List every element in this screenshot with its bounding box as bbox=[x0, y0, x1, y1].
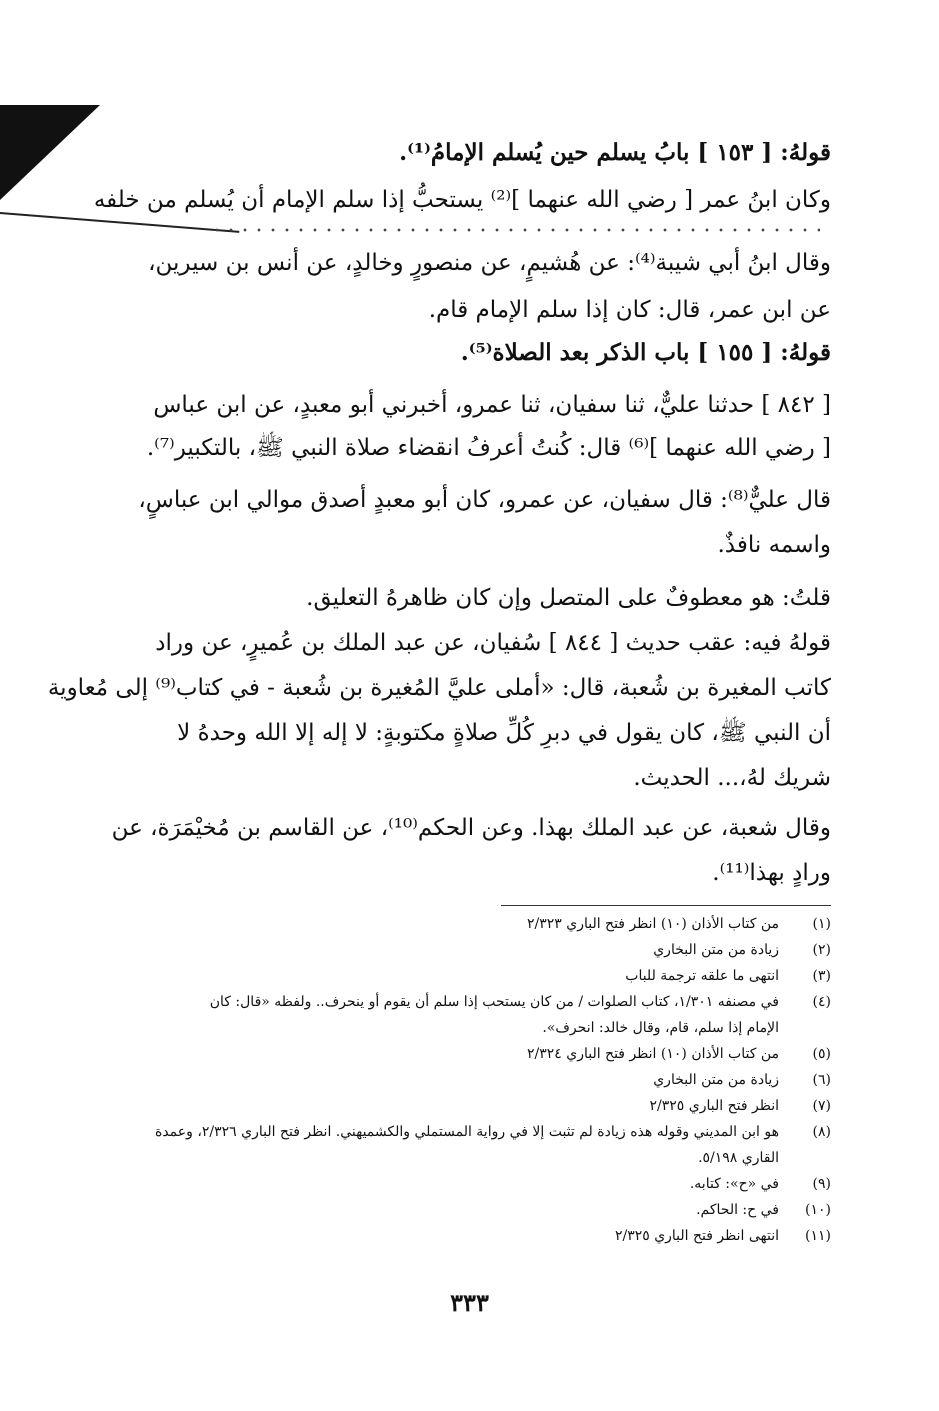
footnote: القاري ٥/١٩٨. bbox=[698, 1150, 779, 1166]
text-line: قولهُ: [ ١٥٣ ] بابُ يسلم حين يُسلم الإمامُ⁽¹⁾. bbox=[399, 139, 831, 166]
text-line: شريك لهُ،... الحديث. bbox=[633, 765, 831, 791]
text-line: عن ابن عمر، قال: كان إذا سلم الإمام قام. bbox=[428, 297, 831, 323]
footnote: الإمام إذا سلم، قام، وقال خالد: انحرف». bbox=[542, 1020, 779, 1036]
text-line: [ ٨٤٢ ] حدثنا عليٌّ، ثنا سفيان، ثنا عمرو، أخبرني أبو معبدٍ، عن ابن عباس bbox=[153, 392, 831, 418]
footnote: (١١)انتهى انظر فتح الباري ٢/٣٢٥ bbox=[614, 1228, 831, 1244]
text-line: ورادٍ بهذا⁽¹¹⁾. bbox=[712, 860, 831, 886]
footnote: (٧)انظر فتح الباري ٢/٣٢٥ bbox=[649, 1098, 831, 1114]
text-line: [ رضي الله عنهما ]⁽⁶⁾ قال: كُنتُ أعرفُ انقضاء صلاة النبي ﷺ، بالتكبير⁽⁷⁾. bbox=[146, 435, 831, 461]
footnote: (٣)انتهى ما علقه ترجمة للباب bbox=[625, 968, 831, 984]
footnote: (١)من كتاب الأذان (١٠) انظر فتح الباري ٢/٣٢٣ bbox=[526, 916, 831, 932]
text-line: قولهُ فيه: عقب حديث [ ٨٤٤ ] سُفيان، عن عبد الملك بن عُميرٍ، عن وراد bbox=[155, 630, 831, 656]
text-line: وقال ابنُ أبي شيبة⁽⁴⁾: عن هُشيمٍ، عن منصورٍ وخالدٍ، عن أنس بن سيرين، bbox=[148, 250, 831, 276]
text-line: وقال شعبة، عن عبد الملك بهذا. وعن الحكم⁽¹⁰⁾، عن القاسم بن مُخيْمَرَة، عن bbox=[111, 815, 831, 841]
footnote: (٨)هو ابن المديني وقوله هذه زيادة لم تثبت إلا في رواية المستملي والكشميهني. انظر فتح الباري ٢/٣٢٦، وعمدة bbox=[155, 1124, 831, 1140]
footnote: (٥)من كتاب الأذان (١٠) انظر فتح الباري ٢/٣٢٤ bbox=[526, 1046, 831, 1062]
text-line: أن النبي ﷺ، كان يقول في دبرِ كُلِّ صلاةٍ مكتوبةٍ: لا إله إلا الله وحدهُ لا bbox=[177, 720, 831, 746]
dotted-separator bbox=[210, 228, 820, 232]
text-line: قولهُ: [ ١٥٥ ] باب الذكر بعد الصلاة⁽⁵⁾. bbox=[460, 339, 831, 366]
text-line: قلتُ: هو معطوفٌ على المتصل وإن كان ظاهرهُ التعليق. bbox=[306, 585, 831, 611]
text-line: كاتب المغيرة بن شُعبة، قال: «أملى عليَّ المُغيرة بن شُعبة - في كتاب⁽⁹⁾ إلى مُعاوية bbox=[47, 675, 831, 701]
text-line: وكان ابنُ عمر [ رضي الله عنهما ]⁽²⁾ يستحبُّ إذا سلم الإمام أن يُسلم من خلفه bbox=[93, 187, 831, 213]
footnote: (٩)في «ح»: كتابه. bbox=[689, 1176, 831, 1192]
text-line: واسمه نافذٌ. bbox=[717, 532, 831, 558]
page-number: ٣٣٣ bbox=[450, 1288, 489, 1317]
footnote: (٤)في مصنفه ١/٣٠١، كتاب الصلوات / من كان يستحب إذا سلم أن يقوم أو ينحرف.. ولفظه «قال: كان bbox=[209, 994, 831, 1010]
footnote: (١٠)في ح: الحاكم. bbox=[696, 1202, 831, 1218]
text-line: قال عليٌّ⁽⁸⁾: قال سفيان، عن عمرو، كان أبو معبدٍ أصدق موالي ابن عباسٍ، bbox=[138, 487, 831, 513]
footnote: (٦)زيادة من متن البخاري bbox=[653, 1072, 831, 1088]
footnote: (٢)زيادة من متن البخاري bbox=[653, 942, 831, 958]
footnote-rule bbox=[501, 905, 831, 906]
